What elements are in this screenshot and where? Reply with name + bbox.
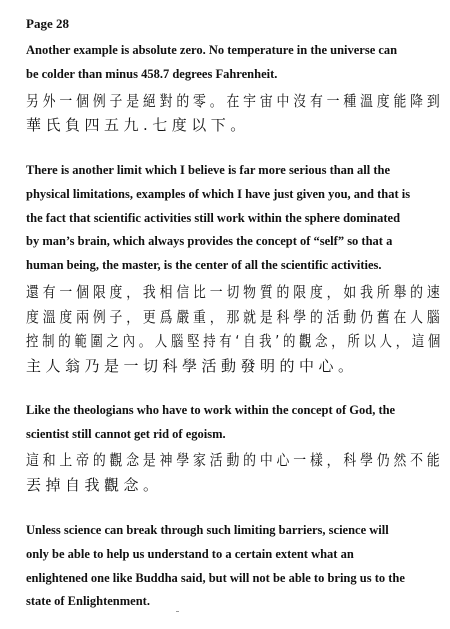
- paragraph-2-english-line-4: by man’s brain, which always provides the concept of “self” so that a: [26, 234, 393, 248]
- paragraph-2-english-line-2: physical limitations, examples of which I have just given you, and that is: [26, 187, 411, 201]
- paragraph-3-chinese-line-1: 這和上帝的觀念是神學家活動的中心一樣，科學仍然不能: [26, 451, 444, 469]
- paragraph-1-chinese-line-2: 華氏負四五九.七度以下。: [26, 116, 250, 134]
- paragraph-4-english-line-1: Unless science can break through such limiting barriers, science will: [26, 523, 389, 537]
- paragraph-4-english-line-3: enlightened one like Buddha said, but will not be able to bring us to the: [26, 571, 405, 585]
- paragraph-1-english-line-2: be colder than minus 458.7 degrees Fahrenheit.: [26, 67, 278, 81]
- paragraph-2-english-line-5: human being, the master, is the center of all the scientific activities.: [26, 258, 382, 272]
- scan-speck: [176, 611, 179, 612]
- paragraph-2-chinese-line-4: 主人翁乃是一切科學活動發明的中心。: [26, 357, 358, 375]
- paragraph-2-chinese-line-2: 度溫度兩例子，更爲嚴重，那就是科學的活動仍舊在人腦: [26, 308, 444, 326]
- paragraph-3-english-line-1: Like the theologians who have to work within the concept of God, the: [26, 403, 396, 417]
- paragraph-2-english-line-3: the fact that scientific activities still work within the sphere dominated: [26, 211, 401, 225]
- paragraph-2-english-line-1: There is another limit which I believe is far more serious than all the: [26, 163, 390, 177]
- paragraph-2-chinese-line-1: 還有一個限度，我相信比一切物質的限度，如我所舉的速: [26, 283, 444, 301]
- paragraph-4-english-line-4: state of Enlightenment.: [26, 594, 150, 608]
- paragraph-3-english-line-2: scientist still cannot get rid of egoism.: [26, 427, 226, 441]
- paragraph-1-chinese-line-1: 另外一個例子是絕對的零。在宇宙中沒有一種溫度能降到: [26, 92, 444, 110]
- paragraph-4-english-line-2: only be able to help us understand to a certain extent what an: [26, 547, 354, 561]
- page-number: Page 28: [26, 16, 69, 31]
- paragraph-2-chinese-line-3: 控制的範圍之內。人腦堅持有‘自我’的觀念，所以人，這個: [26, 332, 445, 350]
- paragraph-1-english-line-1: Another example is absolute zero. No temperature in the universe can: [26, 43, 398, 57]
- paragraph-3-chinese-line-2: 丟掉自我觀念。: [26, 476, 163, 494]
